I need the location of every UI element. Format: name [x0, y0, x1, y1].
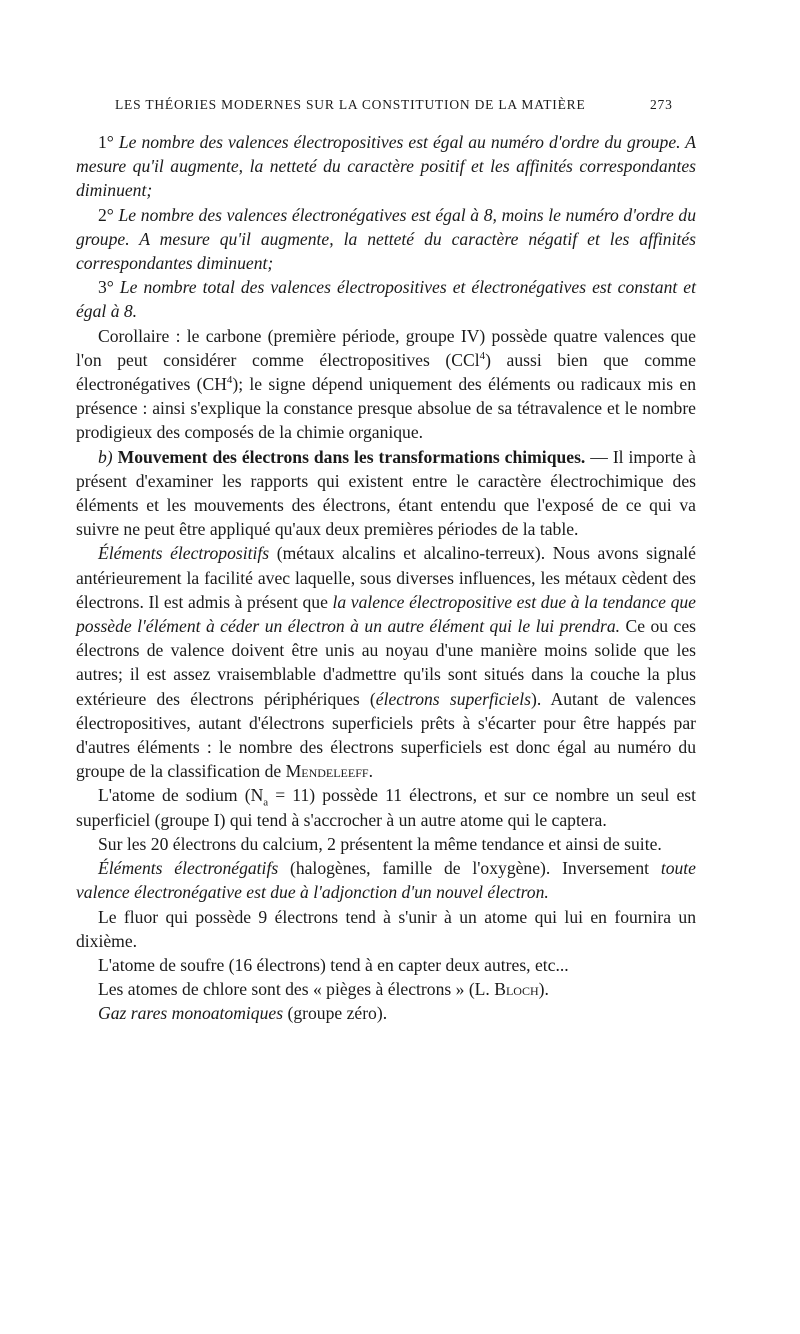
- rule-number: 2°: [98, 204, 114, 225]
- section-letter: b): [98, 446, 113, 467]
- italic-term: électrons superficiels: [375, 688, 531, 709]
- superscript: 4: [479, 349, 486, 362]
- subscript: a: [263, 797, 269, 809]
- paragraph-rule-3: [76, 275, 696, 323]
- section-text: — Il importe à présent d'examiner les rapports qui existent entre le caractère électrochimique des éléments et les mouvements des électrons, étant entendu que l'exposé de ce qui va suivre ne peut être appliqué qu'aux deux premières périodes de la table.: [76, 446, 696, 540]
- page-number: 273: [650, 97, 673, 112]
- body-text: [76, 130, 696, 1026]
- paragraph-calcium: Sur les 20 électrons du calcium, 2 présentent la même tendance et ainsi de suite.: [98, 833, 662, 854]
- paragraph-text: ).: [538, 979, 549, 1000]
- paragraph-rule-2: [76, 203, 696, 276]
- superscript: 4: [226, 374, 233, 387]
- paragraph-section-b: [76, 445, 696, 542]
- italic-term: Éléments électronégatifs: [98, 858, 279, 879]
- paragraph-electronegative: [76, 856, 696, 904]
- running-title: LES THÉORIES MODERNES SUR LA CONSTITUTION DE LA MATIÈRE: [115, 97, 586, 112]
- paragraph-text: (métaux alcalins et alcalino-terreux). Nous avons signalé antérieurement la facilité avec laquelle, sous diverses influences, les métaux cèdent des électrons. Il est admis à présent que: [76, 543, 696, 612]
- paragraph-rare-gases: [76, 1001, 696, 1025]
- paragraph-text: Ce ou ces électrons de valence doivent être unis au noyau d'une manière moins solide que les autres; il est assez vraisemblable d'admettre qu'ils sont situés dans la couche la plus extérieure des électrons périphériques (: [76, 616, 696, 709]
- paragraph-text: .: [368, 761, 373, 782]
- italic-term: Éléments électropositifs: [98, 543, 270, 564]
- paragraph-electropositive: [76, 541, 696, 783]
- italic-statement: la valence électropositive est due à la tendance que possède l'élément à céder un électron à un autre élément qui le lui prendra.: [76, 591, 696, 637]
- paragraph-fluor: Le fluor qui possède 9 électrons tend à s'unir à un atome qui lui en fournira un dixième.: [76, 906, 696, 951]
- paragraph-text: L'atome de sodium (N: [98, 785, 264, 806]
- paragraph-corollary: [76, 324, 696, 445]
- paragraph-text: ). Autant de valences électropositives, autant d'électrons superficiels prêts à s'écarter pour être happés par d'autres éléments : le nombre des électrons superficiels est donc égal au numéro du groupe de la classification de: [76, 688, 696, 782]
- corollary-text: ) aussi bien que comme électronégatives (CH: [76, 349, 696, 395]
- italic-term: Gaz rares monoatomiques: [98, 1003, 284, 1024]
- italic-statement: toute valence électronégative est due à l'adjonction d'un nouvel électron.: [76, 858, 696, 903]
- rule-number: 3°: [98, 277, 114, 298]
- rule-text: Le nombre des valences électronégatives est égal à 8, moins le numéro d'ordre du groupe. A mesure qu'il augmente, la netteté du caractère négatif et les affinités correspondantes diminuent;: [76, 204, 697, 274]
- section-heading: Mouvement des électrons dans les transformations chimiques.: [117, 446, 586, 467]
- rule-text: Le nombre des valences électropositives est égal au numéro d'ordre du groupe. A mesure qu'il augmente, la netteté du caractère positif et les affinités correspondantes diminuent;: [76, 132, 696, 201]
- paragraph-text: (halogènes, famille de l'oxygène). Inversement: [278, 858, 661, 879]
- page-header: [0, 97, 800, 119]
- paragraph-sulfur: L'atome de soufre (16 électrons) tend à en capter deux autres, etc...: [98, 954, 569, 975]
- paragraph-sodium: [76, 783, 696, 831]
- author-name: Bloch: [494, 979, 539, 1000]
- paragraph-text: = 11) possède 11 électrons, et sur ce nombre un seul est superficiel (groupe I) qui tend à s'accrocher à un autre atome qui le captera.: [76, 785, 696, 830]
- corollary-text: Corollaire : le carbone (première période, groupe IV) possède quatre valences que l'on peut considérer comme électropositives (CCl: [76, 325, 696, 370]
- paragraph-rule-1: [76, 130, 696, 203]
- paragraph-text: (groupe zéro).: [283, 1003, 388, 1024]
- rule-text: Le nombre total des valences électropositives et électronégatives est constant et égal à 8.: [76, 277, 696, 322]
- author-name: Mendeleeff: [285, 761, 369, 782]
- corollary-text: ); le signe dépend uniquement des éléments ou radicaux mis en présence : ainsi s'explique la constance presque absolue de sa tétravalence et le nombre prodigieux des composés de la chimie organique.: [76, 374, 696, 443]
- paragraph-chlorine: [76, 977, 696, 1001]
- paragraph-text: Les atomes de chlore sont des « pièges à électrons » (L.: [98, 979, 495, 1000]
- rule-number: 1°: [98, 132, 114, 152]
